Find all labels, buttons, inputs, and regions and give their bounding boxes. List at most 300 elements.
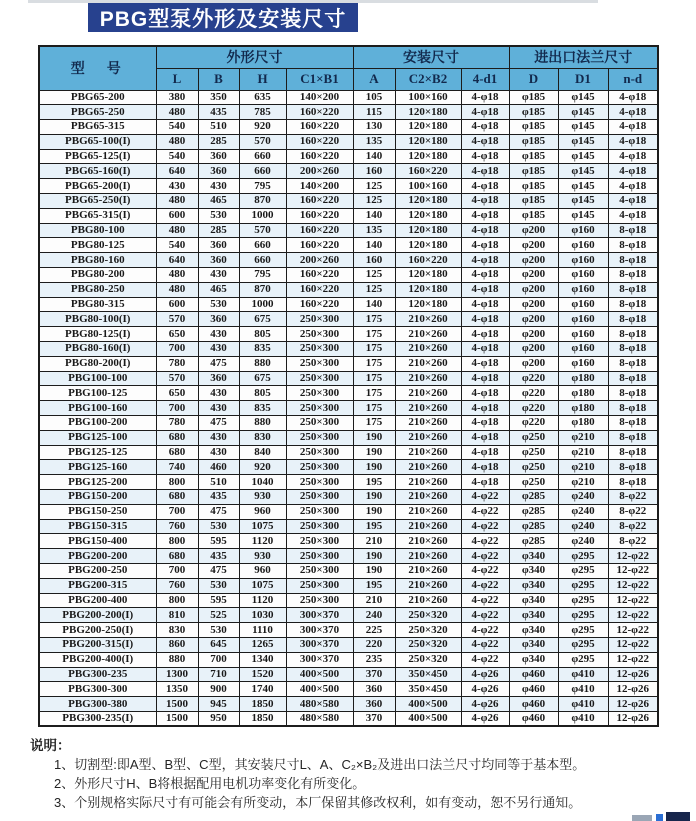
value-cell: 210×260	[395, 416, 461, 431]
table-row	[39, 297, 658, 312]
model-cell: PBG80-125(I)	[39, 327, 156, 342]
value-cell: 4-φ18	[461, 371, 509, 386]
value-cell: 680	[156, 430, 198, 445]
value-cell: 1850	[239, 697, 286, 712]
table-row	[39, 711, 658, 726]
value-cell: 530	[198, 519, 239, 534]
column-group-flange-dimensions: 进出口法兰尺寸	[509, 46, 658, 68]
value-cell: 1110	[239, 623, 286, 638]
value-cell: 360	[198, 312, 239, 327]
value-cell: 570	[156, 312, 198, 327]
value-cell: 210×260	[395, 504, 461, 519]
model-cell: PBG80-125	[39, 238, 156, 253]
table-row	[39, 401, 658, 416]
value-cell: 140	[353, 149, 395, 164]
table-row	[39, 519, 658, 534]
value-cell: 530	[198, 578, 239, 593]
value-cell: 480×580	[286, 711, 353, 726]
value-cell: 8-φ22	[608, 519, 658, 534]
value-cell: φ145	[558, 120, 608, 135]
value-cell: φ185	[509, 208, 558, 223]
value-cell: φ295	[558, 608, 608, 623]
value-cell: 4-φ26	[461, 667, 509, 682]
value-cell: 250×320	[395, 652, 461, 667]
value-cell: 175	[353, 416, 395, 431]
value-cell: 225	[353, 623, 395, 638]
value-cell: 480	[156, 134, 198, 149]
value-cell: 680	[156, 490, 198, 505]
value-cell: 600	[156, 208, 198, 223]
value-cell: 660	[239, 149, 286, 164]
notes-label: 说明：	[30, 738, 71, 753]
value-cell: 430	[198, 430, 239, 445]
model-cell: PBG100-100	[39, 371, 156, 386]
value-cell: 540	[156, 238, 198, 253]
value-cell: 360	[198, 238, 239, 253]
table-row	[39, 164, 658, 179]
value-cell: 350×450	[395, 667, 461, 682]
value-cell: 100×160	[395, 90, 461, 105]
value-cell: 4-φ22	[461, 490, 509, 505]
value-cell: 4-φ18	[461, 238, 509, 253]
model-cell: PBG125-100	[39, 430, 156, 445]
value-cell: 160×220	[286, 297, 353, 312]
value-cell: 810	[156, 608, 198, 623]
model-cell: PBG80-160	[39, 253, 156, 268]
value-cell: 300×370	[286, 637, 353, 652]
value-cell: 435	[198, 105, 239, 120]
value-cell: 4-φ22	[461, 593, 509, 608]
table-row	[39, 460, 658, 475]
value-cell: 370	[353, 711, 395, 726]
value-cell: φ340	[509, 564, 558, 579]
column-header-D1: D1	[558, 68, 608, 90]
note-item: 1、切割型:即A型、B型、C型，其安装尺寸L、A、C₂×B₂及进出口法兰尺寸均同等于基本型。	[54, 757, 586, 772]
value-cell: 430	[198, 386, 239, 401]
value-cell: 1120	[239, 593, 286, 608]
value-cell: 160	[353, 164, 395, 179]
value-cell: 4-φ18	[461, 134, 509, 149]
value-cell: φ185	[509, 105, 558, 120]
value-cell: 120×180	[395, 282, 461, 297]
value-cell: 530	[198, 208, 239, 223]
table-header	[39, 46, 658, 90]
table-row	[39, 134, 658, 149]
value-cell: 960	[239, 504, 286, 519]
value-cell: φ185	[509, 120, 558, 135]
table-row	[39, 356, 658, 371]
value-cell: 465	[198, 282, 239, 297]
value-cell: 200×260	[286, 253, 353, 268]
value-cell: 4-φ22	[461, 578, 509, 593]
value-cell: 300×370	[286, 652, 353, 667]
value-cell: 945	[198, 697, 239, 712]
value-cell: φ295	[558, 623, 608, 638]
value-cell: 4-φ18	[461, 475, 509, 490]
value-cell: φ160	[558, 253, 608, 268]
model-cell: PBG65-315(I)	[39, 208, 156, 223]
value-cell: φ200	[509, 312, 558, 327]
value-cell: φ460	[509, 667, 558, 682]
model-cell: PBG100-125	[39, 386, 156, 401]
value-cell: φ295	[558, 578, 608, 593]
value-cell: 4-φ18	[461, 120, 509, 135]
value-cell: 210×260	[395, 445, 461, 460]
value-cell: 4-φ18	[461, 342, 509, 357]
value-cell: 210×260	[395, 490, 461, 505]
corner-gray-bar	[632, 815, 652, 821]
value-cell: 250×300	[286, 490, 353, 505]
value-cell: 160×220	[286, 194, 353, 209]
value-cell: 4-φ22	[461, 623, 509, 638]
table-row	[39, 564, 658, 579]
value-cell: 1740	[239, 682, 286, 697]
value-cell: 8-φ18	[608, 327, 658, 342]
value-cell: φ160	[558, 238, 608, 253]
table-row	[39, 504, 658, 519]
value-cell: φ185	[509, 194, 558, 209]
value-cell: 120×180	[395, 297, 461, 312]
value-cell: 780	[156, 416, 198, 431]
value-cell: 210×260	[395, 534, 461, 549]
value-cell: 8-φ18	[608, 312, 658, 327]
value-cell: 140×200	[286, 90, 353, 105]
value-cell: 140	[353, 238, 395, 253]
note-item: 2、外形尺寸H、B将根据配用电机功率变化有所变化。	[54, 776, 366, 791]
value-cell: 1000	[239, 208, 286, 223]
table-row	[39, 327, 658, 342]
value-cell: 12-φ22	[608, 652, 658, 667]
value-cell: 175	[353, 386, 395, 401]
value-cell: φ340	[509, 637, 558, 652]
value-cell: φ285	[509, 504, 558, 519]
model-cell: PBG80-100(I)	[39, 312, 156, 327]
model-cell: PBG80-250	[39, 282, 156, 297]
value-cell: 8-φ18	[608, 238, 658, 253]
value-cell: 645	[198, 637, 239, 652]
value-cell: 785	[239, 105, 286, 120]
value-cell: 125	[353, 268, 395, 283]
value-cell: 140×200	[286, 179, 353, 194]
value-cell: φ340	[509, 623, 558, 638]
value-cell: 660	[239, 238, 286, 253]
value-cell: 4-φ22	[461, 608, 509, 623]
table-row	[39, 637, 658, 652]
value-cell: φ340	[509, 578, 558, 593]
value-cell: 530	[198, 623, 239, 638]
table-row	[39, 120, 658, 135]
value-cell: 4-φ18	[608, 194, 658, 209]
value-cell: φ180	[558, 401, 608, 416]
value-cell: φ180	[558, 416, 608, 431]
value-cell: 780	[156, 356, 198, 371]
value-cell: 475	[198, 356, 239, 371]
value-cell: 160×220	[286, 268, 353, 283]
value-cell: 130	[353, 120, 395, 135]
value-cell: 4-φ18	[461, 90, 509, 105]
value-cell: 250×320	[395, 637, 461, 652]
value-cell: φ145	[558, 149, 608, 164]
table-row	[39, 667, 658, 682]
value-cell: 4-φ22	[461, 637, 509, 652]
value-cell: 8-φ18	[608, 401, 658, 416]
value-cell: 660	[239, 253, 286, 268]
value-cell: 4-φ22	[461, 534, 509, 549]
header-group-row	[39, 46, 658, 68]
value-cell: 250×300	[286, 475, 353, 490]
value-cell: 195	[353, 519, 395, 534]
value-cell: φ460	[509, 711, 558, 726]
value-cell: 4-φ18	[461, 430, 509, 445]
value-cell: 210×260	[395, 386, 461, 401]
value-cell: 880	[156, 652, 198, 667]
value-cell: 190	[353, 430, 395, 445]
table-row	[39, 223, 658, 238]
value-cell: φ240	[558, 504, 608, 519]
value-cell: 210×260	[395, 519, 461, 534]
value-cell: 400×500	[395, 697, 461, 712]
column-header-C1xB1: C1×B1	[286, 68, 353, 90]
value-cell: φ295	[558, 637, 608, 652]
model-cell: PBG200-200	[39, 549, 156, 564]
value-cell: 805	[239, 327, 286, 342]
value-cell: φ240	[558, 519, 608, 534]
value-cell: φ145	[558, 194, 608, 209]
value-cell: 800	[156, 534, 198, 549]
model-cell: PBG150-400	[39, 534, 156, 549]
value-cell: 4-φ26	[461, 711, 509, 726]
value-cell: 250×300	[286, 519, 353, 534]
value-cell: 125	[353, 179, 395, 194]
column-header-model: 型 号	[39, 46, 156, 90]
value-cell: 8-φ18	[608, 268, 658, 283]
value-cell: 1300	[156, 667, 198, 682]
value-cell: 4-φ26	[461, 697, 509, 712]
column-group-outline-dimensions: 外形尺寸	[156, 46, 353, 68]
value-cell: 435	[198, 490, 239, 505]
value-cell: 350×450	[395, 682, 461, 697]
value-cell: 1520	[239, 667, 286, 682]
value-cell: 920	[239, 120, 286, 135]
value-cell: 930	[239, 549, 286, 564]
value-cell: 250×300	[286, 504, 353, 519]
value-cell: 4-φ18	[461, 164, 509, 179]
model-cell: PBG200-200(I)	[39, 608, 156, 623]
value-cell: 480	[156, 268, 198, 283]
value-cell: φ340	[509, 652, 558, 667]
value-cell: φ240	[558, 534, 608, 549]
value-cell: 570	[239, 134, 286, 149]
value-cell: φ220	[509, 416, 558, 431]
table-row	[39, 430, 658, 445]
model-cell: PBG80-100	[39, 223, 156, 238]
value-cell: 4-φ18	[608, 179, 658, 194]
value-cell: 595	[198, 593, 239, 608]
value-cell: φ200	[509, 282, 558, 297]
value-cell: φ200	[509, 223, 558, 238]
value-cell: 250×300	[286, 327, 353, 342]
value-cell: 120×180	[395, 149, 461, 164]
value-cell: 710	[198, 667, 239, 682]
value-cell: 475	[198, 504, 239, 519]
value-cell: 8-φ18	[608, 386, 658, 401]
table-row	[39, 623, 658, 638]
value-cell: 540	[156, 149, 198, 164]
value-cell: 200×260	[286, 164, 353, 179]
value-cell: 300×370	[286, 608, 353, 623]
value-cell: 250×300	[286, 371, 353, 386]
value-cell: 880	[239, 416, 286, 431]
value-cell: 4-φ18	[461, 297, 509, 312]
value-cell: 430	[198, 179, 239, 194]
value-cell: φ185	[509, 164, 558, 179]
model-cell: PBG65-125(I)	[39, 149, 156, 164]
value-cell: 360	[198, 149, 239, 164]
value-cell: 4-φ18	[461, 401, 509, 416]
value-cell: 120×180	[395, 134, 461, 149]
value-cell: 460	[198, 460, 239, 475]
model-cell: PBG150-315	[39, 519, 156, 534]
value-cell: 430	[198, 268, 239, 283]
model-cell: PBG300-235(I)	[39, 711, 156, 726]
value-cell: 160×220	[286, 223, 353, 238]
value-cell: 210×260	[395, 327, 461, 342]
value-cell: 8-φ18	[608, 475, 658, 490]
value-cell: 370	[353, 667, 395, 682]
value-cell: 160	[353, 253, 395, 268]
value-cell: 175	[353, 342, 395, 357]
value-cell: 660	[239, 164, 286, 179]
value-cell: 4-φ18	[461, 386, 509, 401]
value-cell: 160×220	[286, 238, 353, 253]
value-cell: φ285	[509, 519, 558, 534]
page-corner-mark	[632, 803, 690, 813]
value-cell: 175	[353, 371, 395, 386]
model-cell: PBG100-160	[39, 401, 156, 416]
value-cell: φ185	[509, 179, 558, 194]
value-cell: 250×300	[286, 356, 353, 371]
column-header-H: H	[239, 68, 286, 90]
value-cell: 250×300	[286, 578, 353, 593]
value-cell: 120×180	[395, 120, 461, 135]
value-cell: φ220	[509, 401, 558, 416]
value-cell: 4-φ18	[461, 268, 509, 283]
value-cell: 8-φ18	[608, 430, 658, 445]
value-cell: φ250	[509, 430, 558, 445]
value-cell: 480×580	[286, 697, 353, 712]
value-cell: 285	[198, 134, 239, 149]
value-cell: 4-φ18	[461, 208, 509, 223]
value-cell: 4-φ22	[461, 549, 509, 564]
value-cell: φ145	[558, 208, 608, 223]
value-cell: 635	[239, 90, 286, 105]
value-cell: 160×220	[286, 105, 353, 120]
value-cell: 8-φ18	[608, 297, 658, 312]
value-cell: 400×500	[395, 711, 461, 726]
value-cell: 190	[353, 549, 395, 564]
value-cell: φ295	[558, 652, 608, 667]
value-cell: φ295	[558, 593, 608, 608]
value-cell: 4-φ18	[608, 208, 658, 223]
value-cell: 650	[156, 327, 198, 342]
value-cell: 4-φ18	[608, 120, 658, 135]
value-cell: φ285	[509, 490, 558, 505]
table-row	[39, 371, 658, 386]
value-cell: 4-φ18	[461, 460, 509, 475]
model-cell: PBG125-125	[39, 445, 156, 460]
value-cell: φ220	[509, 386, 558, 401]
value-cell: 1040	[239, 475, 286, 490]
value-cell: 120×180	[395, 223, 461, 238]
value-cell: 135	[353, 223, 395, 238]
value-cell: 900	[198, 682, 239, 697]
value-cell: 250×300	[286, 386, 353, 401]
value-cell: 640	[156, 164, 198, 179]
table-row	[39, 416, 658, 431]
table-row	[39, 534, 658, 549]
value-cell: 210×260	[395, 356, 461, 371]
value-cell: φ295	[558, 549, 608, 564]
value-cell: 830	[156, 623, 198, 638]
table-row	[39, 179, 658, 194]
value-cell: 300×370	[286, 623, 353, 638]
model-cell: PBG65-315	[39, 120, 156, 135]
value-cell: 105	[353, 90, 395, 105]
value-cell: φ200	[509, 238, 558, 253]
value-cell: 430	[198, 327, 239, 342]
model-cell: PBG125-200	[39, 475, 156, 490]
table-row	[39, 682, 658, 697]
value-cell: φ200	[509, 356, 558, 371]
value-cell: φ180	[558, 386, 608, 401]
table-row	[39, 268, 658, 283]
table-row	[39, 593, 658, 608]
value-cell: 210×260	[395, 549, 461, 564]
value-cell: 250×300	[286, 445, 353, 460]
value-cell: 8-φ18	[608, 445, 658, 460]
value-cell: 4-φ18	[608, 134, 658, 149]
value-cell: 430	[198, 445, 239, 460]
value-cell: 250×300	[286, 430, 353, 445]
table-row	[39, 238, 658, 253]
value-cell: 8-φ18	[608, 371, 658, 386]
value-cell: 190	[353, 460, 395, 475]
value-cell: 210×260	[395, 578, 461, 593]
value-cell: 4-φ18	[461, 312, 509, 327]
value-cell: 360	[353, 682, 395, 697]
value-cell: 360	[198, 371, 239, 386]
value-cell: 135	[353, 134, 395, 149]
table-row	[39, 652, 658, 667]
value-cell: 700	[156, 342, 198, 357]
value-cell: 8-φ18	[608, 223, 658, 238]
value-cell: 190	[353, 445, 395, 460]
value-cell: 860	[156, 637, 198, 652]
value-cell: 650	[156, 386, 198, 401]
table-row	[39, 445, 658, 460]
model-cell: PBG65-100(I)	[39, 134, 156, 149]
value-cell: φ160	[558, 297, 608, 312]
value-cell: φ340	[509, 608, 558, 623]
value-cell: 160×220	[286, 134, 353, 149]
value-cell: φ460	[509, 697, 558, 712]
value-cell: 380	[156, 90, 198, 105]
value-cell: 12-φ26	[608, 682, 658, 697]
value-cell: 760	[156, 519, 198, 534]
value-cell: 4-φ18	[461, 149, 509, 164]
value-cell: 950	[198, 711, 239, 726]
value-cell: 250×300	[286, 534, 353, 549]
